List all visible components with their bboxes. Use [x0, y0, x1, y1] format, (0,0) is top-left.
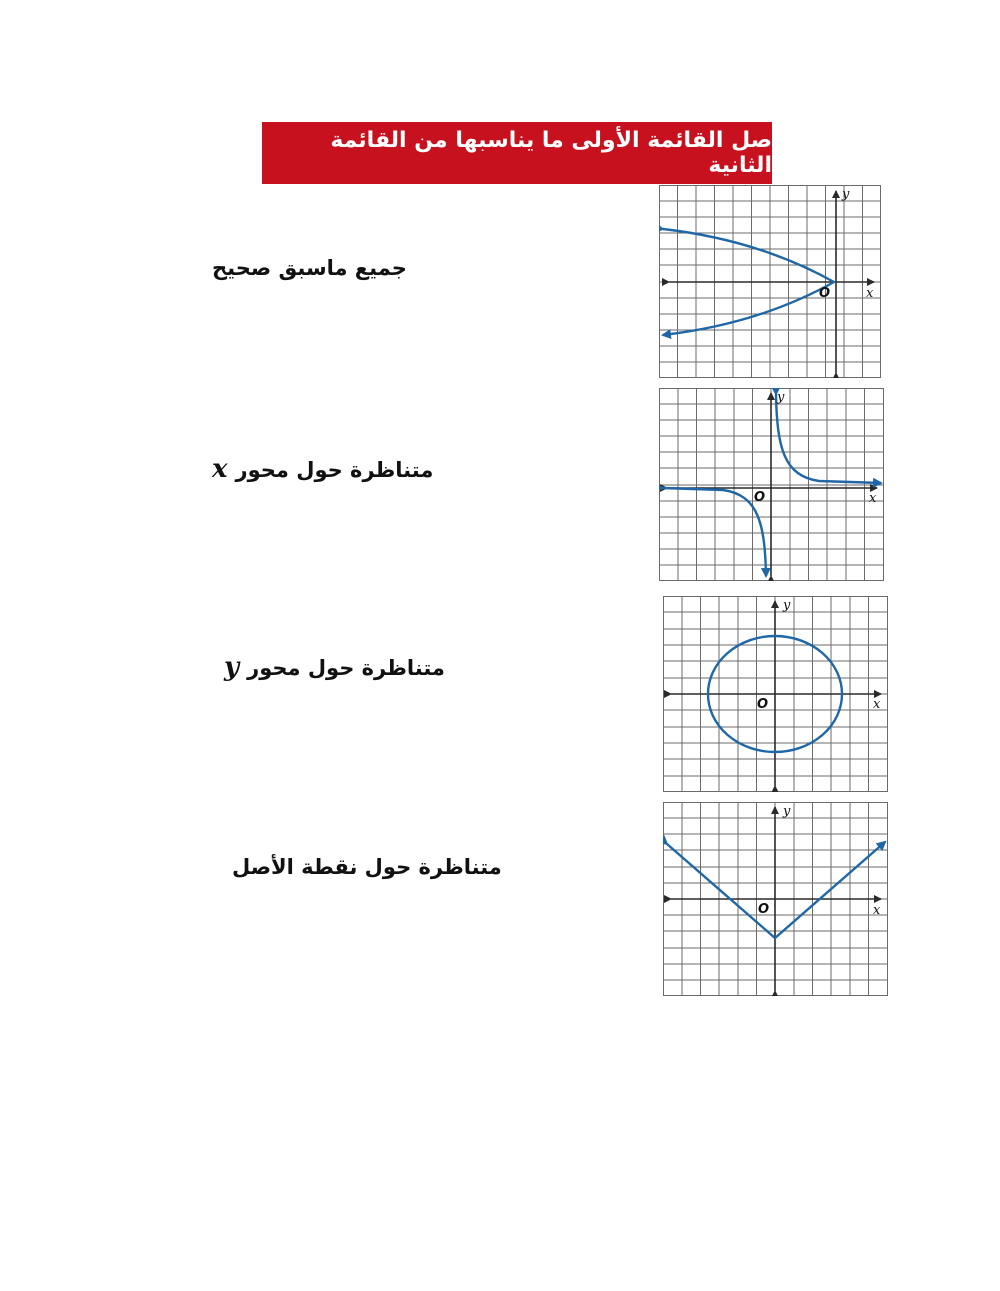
- list-one-item-3: [224, 652, 445, 682]
- x-axis-label: x: [869, 491, 877, 506]
- list-one-item-2-text: متناظرة حول محور: [235, 458, 434, 482]
- origin-label: O: [758, 902, 770, 917]
- graph-ellipse: [663, 596, 888, 792]
- origin-label: O: [754, 490, 766, 505]
- origin-label: O: [819, 286, 831, 301]
- list-one-item-3-variable: y: [224, 652, 240, 682]
- graph-parabola: [659, 185, 881, 378]
- title-text: صل القائمة الأولى ما يناسبها من القائمة الثانية: [330, 128, 772, 178]
- list-one-item-1-text: جميع ماسبق صحيح: [212, 256, 407, 280]
- origin-label: O: [757, 697, 769, 712]
- y-axis-label: y: [777, 390, 785, 405]
- list-one-item-4: [232, 855, 502, 879]
- y-axis-label: y: [783, 804, 791, 819]
- hyperbola-branch-right: [776, 394, 881, 483]
- title-banner: [262, 122, 772, 184]
- list-one-item-1: [212, 256, 407, 280]
- list-one-item-2: [212, 454, 433, 484]
- y-axis-label: y: [783, 598, 791, 613]
- graph-absolute-value: [663, 802, 888, 996]
- x-axis-label: x: [866, 286, 874, 301]
- list-one-item-2-variable: x: [212, 454, 228, 484]
- list-one-item-4-text: متناظرة حول نقطة الأصل: [232, 855, 502, 879]
- graph-hyperbola: [659, 388, 884, 581]
- x-axis-label: x: [873, 903, 881, 918]
- v-curve: [667, 842, 885, 938]
- y-axis-label: y: [842, 187, 850, 202]
- list-one-item-3-text: متناظرة حول محور: [247, 656, 445, 680]
- x-axis-label: x: [873, 697, 881, 712]
